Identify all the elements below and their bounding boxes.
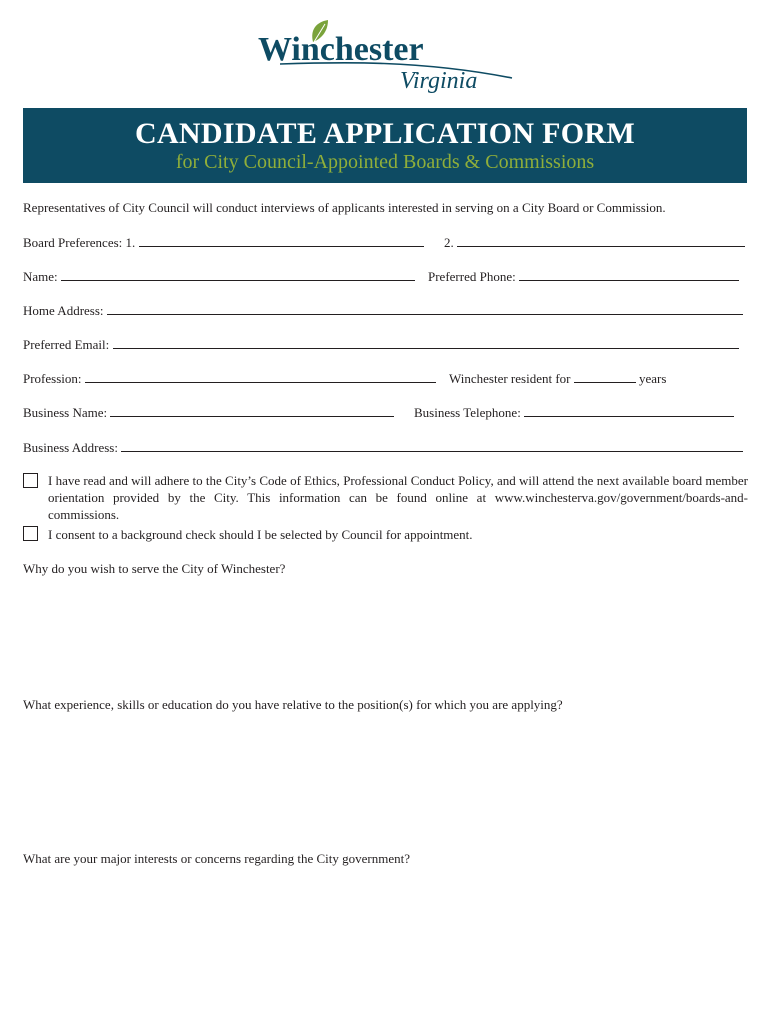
form-subtitle: for City Council-Appointed Boards & Commissions: [175, 151, 595, 173]
resident-years-input[interactable]: [574, 370, 636, 383]
profession-row: [23, 370, 436, 387]
form-title: CANDIDATE APPLICATION FORM: [134, 117, 636, 150]
profession-input[interactable]: [85, 370, 436, 383]
business-name-input[interactable]: [110, 404, 394, 417]
resident-row: [449, 370, 666, 387]
question-experience: What experience, skills or education do you have relative to the position(s) for which you are applying?: [23, 697, 563, 712]
home-address-row: [23, 302, 743, 319]
logo-wordmark: Winchester: [258, 31, 424, 68]
years-label: years: [638, 371, 667, 386]
board-preferences-label: Board Preferences:: [23, 235, 123, 250]
business-phone-label: Business Telephone:: [414, 405, 521, 420]
experience-answer-area[interactable]: [23, 718, 747, 844]
background-check-statement: I consent to a background check should I be selected by Council for appointment.: [48, 527, 473, 542]
profession-label: Profession:: [23, 371, 82, 386]
business-address-input[interactable]: [121, 439, 743, 452]
logo-script: Virginia: [400, 68, 478, 94]
pref-2-input[interactable]: [457, 234, 745, 247]
home-address-input[interactable]: [107, 302, 743, 315]
winchester-logo: [250, 18, 520, 102]
email-row: [23, 336, 739, 353]
phone-label: Preferred Phone:: [428, 269, 516, 284]
pref-1-input[interactable]: [139, 234, 424, 247]
pref-2-label: 2.: [444, 235, 454, 250]
email-input[interactable]: [113, 336, 739, 349]
name-row: [23, 268, 415, 285]
interests-answer-area[interactable]: [23, 872, 747, 1012]
phone-row: [428, 268, 739, 285]
question-interests: What are your major interests or concerns regarding the City government?: [23, 851, 410, 866]
intro-text: Representatives of City Council will conduct interviews of applicants interested in serving on a City Board or Commission.: [23, 200, 666, 215]
pref-2-row: [444, 234, 745, 251]
winchester-logo-graphic: [250, 18, 520, 102]
business-phone-input[interactable]: [524, 404, 734, 417]
phone-input[interactable]: [519, 268, 739, 281]
name-label: Name:: [23, 269, 58, 284]
business-phone-row: [414, 404, 734, 421]
business-address-label: Business Address:: [23, 440, 118, 455]
board-preferences-row: [23, 234, 424, 251]
why-serve-answer-area[interactable]: [23, 582, 747, 690]
business-address-row: [23, 439, 743, 456]
name-input[interactable]: [61, 268, 415, 281]
title-banner: [23, 108, 747, 183]
ethics-checkbox[interactable]: [23, 473, 38, 488]
background-check-checkbox[interactable]: [23, 526, 38, 541]
resident-label: Winchester resident for: [449, 371, 571, 386]
home-address-label: Home Address:: [23, 303, 104, 318]
email-label: Preferred Email:: [23, 337, 110, 352]
business-name-row: [23, 404, 394, 421]
business-name-label: Business Name:: [23, 405, 108, 420]
question-why-serve: Why do you wish to serve the City of Winchester?: [23, 561, 286, 576]
ethics-statement: I have read and will adhere to the City’s Code of Ethics, Professional Conduct Policy, and will attend the next available board member orientation provided by the City. This information can be found online at www.winchesterva.gov/government/boards-and-commissions.: [48, 473, 748, 522]
pref-1-label: 1.: [125, 235, 136, 250]
